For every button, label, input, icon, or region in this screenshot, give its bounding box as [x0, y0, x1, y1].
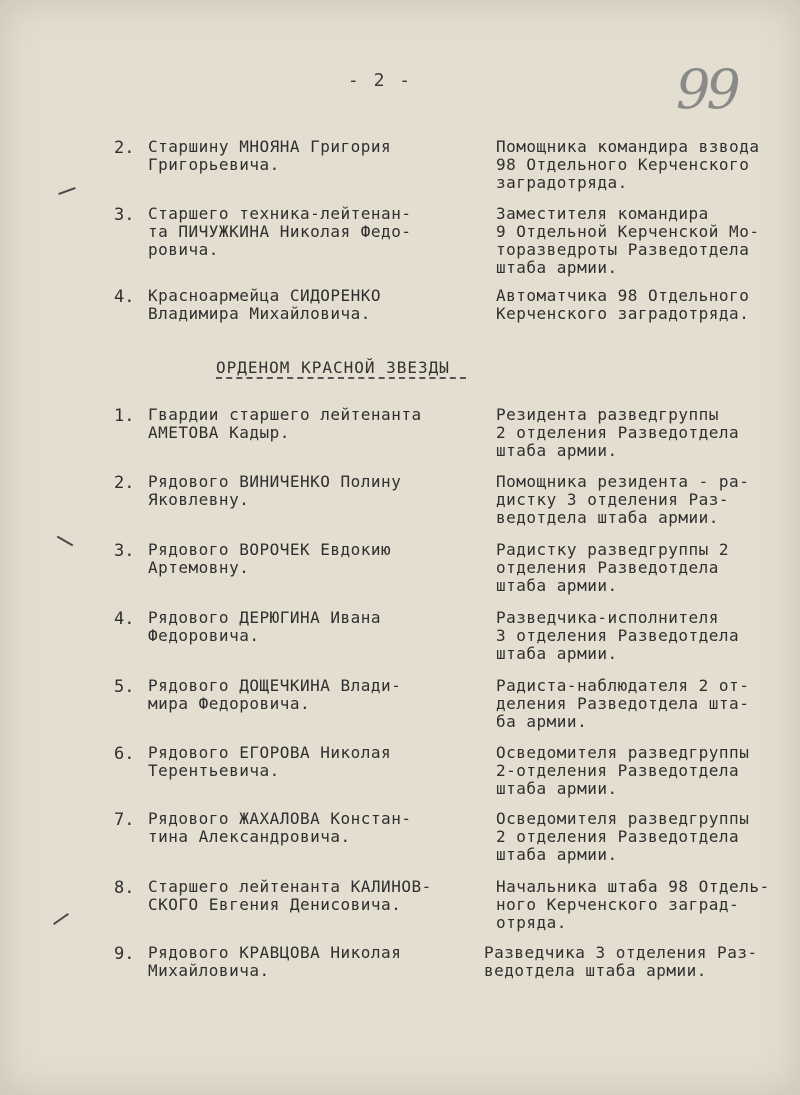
- recipient-name: Старшего техника-лейтенан- та ПИЧУЖКИНА Николая Федо- ровича.: [148, 204, 412, 259]
- recipient-position: Радистку разведгруппы 2 отделения Разведотдела штаба армии.: [496, 540, 730, 595]
- recipient-name: Рядового ЖАХАЛОВА Констан- тина Александровича.: [148, 809, 412, 846]
- recipient-name: Старшину МНОЯНА Григория Григорьевича.: [148, 137, 392, 174]
- ink-mark: [58, 187, 76, 195]
- entry-number: 3.: [114, 205, 135, 225]
- ink-mark: [57, 536, 74, 547]
- entry-number: 4.: [114, 287, 135, 307]
- recipient-position: Заместителя командира 9 Отдельной Керченской Мо- торазведроты Разведотдела штаба армии.: [496, 204, 760, 277]
- heading-underline: [216, 377, 466, 379]
- entry-number: 7.: [114, 810, 135, 830]
- entry-number: 6.: [114, 744, 135, 764]
- recipient-name: Рядового ВИНИЧЕНКО Полину Яковлевну.: [148, 472, 402, 509]
- recipient-name: Красноармейца СИДОРЕНКО Владимира Михайловича.: [148, 286, 382, 323]
- entry-number: 2.: [114, 473, 135, 493]
- recipient-position: Помощника резидента - ра- дистку 3 отделения Раз- ведотдела штаба армии.: [496, 472, 750, 527]
- recipient-position: Разведчика-исполнителя 3 отделения Разведотдела штаба армии.: [496, 608, 740, 663]
- recipient-name: Рядового ВОРОЧЕК Евдокию Артемовну.: [148, 540, 392, 577]
- entry-number: 3.: [114, 541, 135, 561]
- recipient-position: Помощника командира взвода 98 Отдельного Керченского заградотряда.: [496, 137, 760, 192]
- recipient-position: Осведомителя разведгруппы 2 отделения Разведотдела штаба армии.: [496, 809, 750, 864]
- entry-number: 5.: [114, 677, 135, 697]
- recipient-position: Автоматчика 98 Отдельного Керченского заградотряда.: [496, 286, 750, 323]
- recipient-name: Рядового КРАВЦОВА Николая Михайловича.: [148, 943, 402, 980]
- recipient-name: Рядового ДОЩЕЧКИНА Влади- мира Федоровича.: [148, 676, 402, 713]
- entry-number: 2.: [114, 138, 135, 158]
- recipient-name: Старшего лейтенанта КАЛИНОВ- СКОГО Евгения Денисовича.: [148, 877, 432, 914]
- recipient-position: Начальника штаба 98 Отдель- ного Керченского заград- отряда.: [496, 877, 770, 932]
- recipient-position: Осведомителя разведгруппы 2-отделения Разведотдела штаба армии.: [496, 743, 750, 798]
- entry-number: 8.: [114, 878, 135, 898]
- handwritten-page-number: 99: [676, 58, 737, 121]
- recipient-position: Радиста-наблюдателя 2 от- деления Разведотдела шта- ба армии.: [496, 676, 750, 731]
- recipient-name: Рядового ДЕРЮГИНА Ивана Федоровича.: [148, 608, 382, 645]
- recipient-name: Рядового ЕГОРОВА Николая Терентьевича.: [148, 743, 392, 780]
- entry-number: 1.: [114, 406, 135, 426]
- entry-number: 9.: [114, 944, 135, 964]
- recipient-position: Разведчика 3 отделения Раз- ведотдела штаба армии.: [484, 943, 758, 980]
- ink-mark: [53, 913, 69, 925]
- page-number: - 2 -: [347, 70, 413, 91]
- section-heading: ОРДЕНОМ КРАСНОЙ ЗВЕЗДЫ: [216, 358, 450, 377]
- recipient-name: Гвардии старшего лейтенанта АМЕТОВА Кадыр.: [148, 405, 422, 442]
- entry-number: 4.: [114, 609, 135, 629]
- recipient-position: Резидента разведгруппы 2 отделения Разведотдела штаба армии.: [496, 405, 740, 460]
